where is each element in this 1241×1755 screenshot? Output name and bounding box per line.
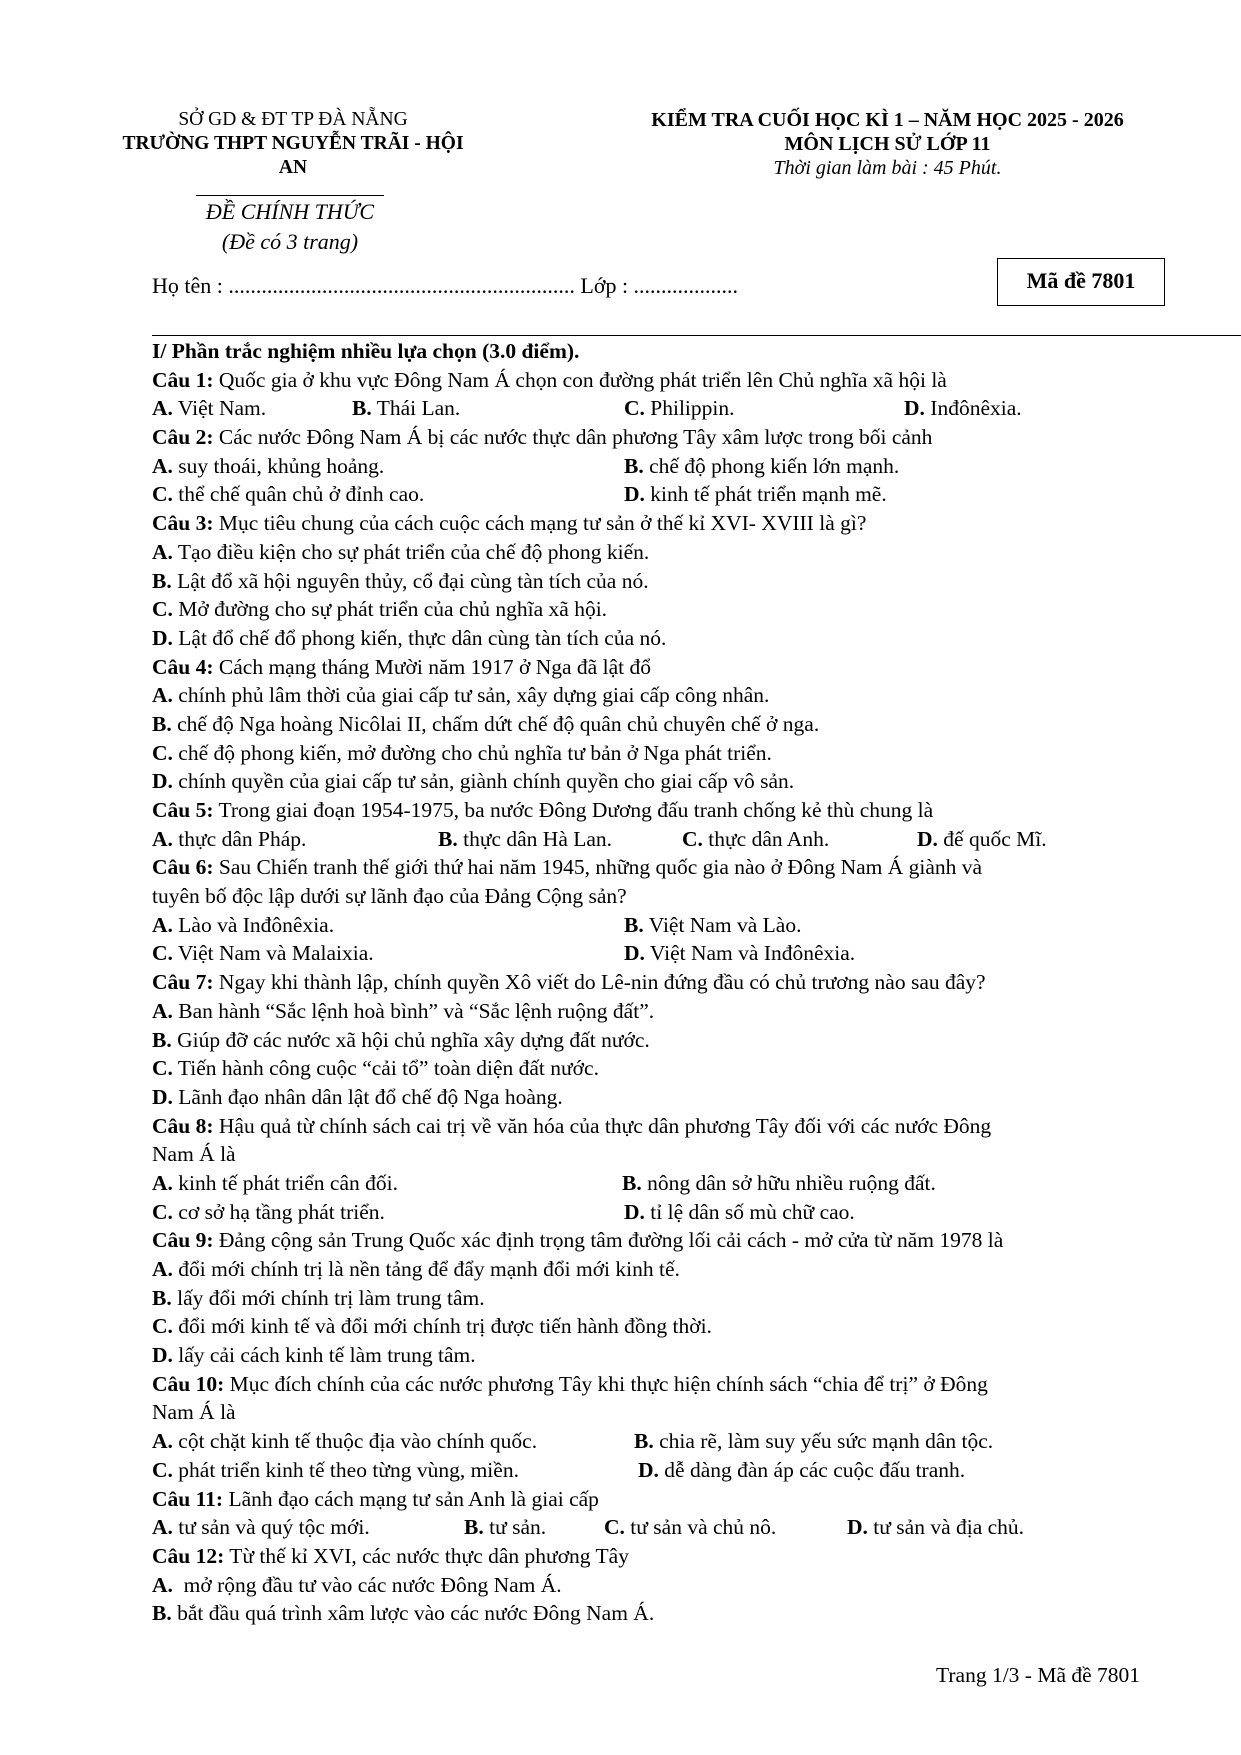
question-text-cont: tuyên bố độc lập dưới sự lãnh đạo của Đảng Cộng sản? <box>152 884 627 909</box>
exam-duration: Thời gian làm bài : 45 Phút. <box>773 157 1002 179</box>
option-d: D. tỉ lệ dân số mù chữ cao. <box>624 1199 855 1224</box>
question-label: Câu 4: <box>152 654 214 679</box>
option-b: B. Việt Nam và Lào. <box>624 912 802 937</box>
question-label: Câu 10: <box>152 1371 225 1396</box>
option-a: A. Tạo điều kiện cho sự phát triển của chế độ phong kiến. <box>152 539 650 564</box>
section-title: I/ Phần trắc nghiệm nhiều lựa chọn (3.0 điểm). <box>152 339 580 363</box>
question-text-cont: Nam Á là <box>152 1142 236 1167</box>
options-row <box>152 452 1162 481</box>
option-c: C. phát triển kinh tế theo từng vùng, miền. <box>152 1457 519 1482</box>
exam-content <box>152 337 1162 1628</box>
question-8 <box>152 1112 1162 1141</box>
option-b: B. bắt đầu quá trình xâm lược vào các nước Đông Nam Á. <box>152 1601 655 1626</box>
options-row <box>152 1427 1162 1456</box>
option-d: D. chính quyền của giai cấp tư sản, giành chính quyền cho giai cấp vô sản. <box>152 769 795 794</box>
option-b: B. Lật đổ xã hội nguyên thủy, cổ đại cùng tàn tích của nó. <box>152 568 649 593</box>
question-1 <box>152 366 1162 395</box>
question-text: Cách mạng tháng Mười năm 1917 ở Nga đã lật đổ <box>213 654 651 679</box>
option-d: D. đế quốc Mĩ. <box>917 826 1047 851</box>
option-d: D. Lật đổ chế đổ phong kiến, thực dân cùng tàn tích của nó. <box>152 625 667 650</box>
question-text: Ngay khi thành lập, chính quyền Xô viết do Lê-nin đứng đầu có chủ trương nào sau đây? <box>213 970 986 995</box>
options-row <box>152 1513 1162 1542</box>
option-a: A. cột chặt kinh tế thuộc địa vào chính quốc. <box>152 1429 538 1454</box>
option-c: C. thể chế quân chủ ở đỉnh cao. <box>152 482 425 507</box>
question-text: Đảng cộng sản Trung Quốc xác định trọng tâm đường lối cải cách - mở cửa từ năm 1978 là <box>213 1228 1004 1253</box>
option-b: B. nông dân sở hữu nhiều ruộng đất. <box>622 1170 936 1195</box>
question-text: Hậu quả từ chính sách cai trị về văn hóa của thực dân phương Tây đối với các nước Đông <box>213 1113 992 1138</box>
option-a: A. Việt Nam. <box>152 396 267 421</box>
options-row <box>152 394 1162 423</box>
option-d: D. kinh tế phát triển mạnh mẽ. <box>624 482 887 507</box>
options-row <box>152 825 1162 854</box>
question-10 <box>152 1370 1162 1399</box>
question-text: Các nước Đông Nam Á bị các nước thực dân phương Tây xâm lược trong bối cảnh <box>213 425 933 450</box>
question-text: Từ thế kỉ XVI, các nước thực dân phương Tây <box>224 1543 629 1568</box>
question-text: Lãnh đạo cách mạng tư sản Anh là giai cấp <box>223 1486 599 1511</box>
option-b: B. Thái Lan. <box>352 396 461 421</box>
option-d: D. lấy cải cách kinh tế làm trung tâm. <box>152 1343 476 1368</box>
question-text-cont: Nam Á là <box>152 1400 236 1425</box>
option-a: A. Ban hành “Sắc lệnh hoà bình” và “Sắc lệnh ruộng đất”. <box>152 998 655 1023</box>
question-label: Câu 8: <box>152 1113 214 1138</box>
question-2 <box>152 423 1162 452</box>
official-label: ĐỀ CHÍNH THỨC <box>205 199 375 224</box>
option-d: D. dễ dàng đàn áp các cuộc đấu tranh. <box>638 1457 966 1482</box>
page-footer: Trang 1/3 - Mã đề 7801 <box>936 1663 1141 1687</box>
option-c: C. đổi mới kinh tế và đổi mới chính trị được tiến hành đồng thời. <box>152 1314 712 1339</box>
header-left <box>118 108 468 180</box>
option-c: C. tư sản và chủ nô. <box>604 1515 777 1540</box>
question-3 <box>152 509 1162 538</box>
question-label: Câu 2: <box>152 425 214 450</box>
question-text: Sau Chiến tranh thế giới thứ hai năm 1945, những quốc gia nào ở Đông Nam Á giành và <box>213 855 983 880</box>
question-9 <box>152 1226 1162 1255</box>
section-divider <box>152 335 1241 336</box>
option-d: D. Việt Nam và Inđônêxia. <box>624 941 856 966</box>
option-b: B. thực dân Hà Lan. <box>438 826 613 851</box>
page-count-note: (Đề có 3 trang) <box>221 229 359 254</box>
subject-title: MÔN LỊCH SỬ LỚP 11 <box>784 133 991 155</box>
official-block <box>160 197 420 257</box>
student-name-line: Họ tên : ............................................................... Lớp : ................... <box>152 273 739 298</box>
question-label: Câu 7: <box>152 970 214 995</box>
options-row <box>152 1198 1162 1227</box>
question-text: Trong giai đoạn 1954-1975, ba nước Đông Dương đấu tranh chống kẻ thù chung là <box>213 798 934 822</box>
question-label: Câu 6: <box>152 855 214 880</box>
question-text: Mục tiêu chung của cách cuộc cách mạng tư sản ở thế kỉ XVI- XVIII là gì? <box>213 511 867 536</box>
question-label: Câu 3: <box>152 511 214 536</box>
question-label: Câu 9: <box>152 1228 214 1253</box>
option-c: C. thực dân Anh. <box>682 826 830 851</box>
header-right <box>605 108 1170 180</box>
question-7 <box>152 968 1162 997</box>
exam-code-box: Mã đề 7801 <box>997 258 1165 306</box>
option-d: D. Lãnh đạo nhân dân lật đổ chế độ Nga hoàng. <box>152 1084 563 1109</box>
options-row <box>152 911 1162 940</box>
question-4 <box>152 653 1162 682</box>
options-row <box>152 1456 1162 1485</box>
option-c: C. cơ sở hạ tầng phát triển. <box>152 1199 385 1224</box>
question-12 <box>152 1542 1162 1571</box>
options-row <box>152 1169 1162 1198</box>
option-d: D. Inđônêxia. <box>904 396 1022 421</box>
school-name: TRƯỜNG THPT NGUYỄN TRÃI - HỘI AN <box>122 133 464 178</box>
option-c: C. Philippin. <box>624 396 735 421</box>
option-a: A. Lào và Inđônêxia. <box>152 912 335 937</box>
option-c: C. chế độ phong kiến, mở đường cho chủ nghĩa tư bản ở Nga phát triển. <box>152 740 772 765</box>
question-6 <box>152 853 1162 882</box>
option-b: B. chế độ phong kiến lớn mạnh. <box>624 453 900 478</box>
question-5 <box>152 796 1162 825</box>
option-b: B. chia rẽ, làm suy yếu sức mạnh dân tộc. <box>634 1429 994 1454</box>
department-name: SỞ GD & ĐT TP ĐÀ NẴNG <box>178 109 408 130</box>
question-11 <box>152 1485 1162 1514</box>
exam-title: KIỂM TRA CUỐI HỌC KÌ 1 – NĂM HỌC 2025 - 2026 <box>651 109 1124 131</box>
option-a: A. mở rộng đầu tư vào các nước Đông Nam Á. <box>152 1572 562 1597</box>
option-a: A. đổi mới chính trị là nền tảng để đẩy mạnh đổi mới kinh tế. <box>152 1257 680 1281</box>
question-text: Mục đích chính của các nước phương Tây khi thực hiện chính sách “chia để trị” ở Đông <box>224 1371 988 1396</box>
option-b: B. Giúp đỡ các nước xã hội chủ nghĩa xây dựng đất nước. <box>152 1027 650 1052</box>
options-row <box>152 939 1162 968</box>
question-label: Câu 5: <box>152 798 214 822</box>
option-a: A. kinh tế phát triển cân đối. <box>152 1170 398 1195</box>
option-c: C. Việt Nam và Malaixia. <box>152 941 374 966</box>
option-c: C. Mở đường cho sự phát triển của chủ nghĩa xã hội. <box>152 597 608 622</box>
question-text: Quốc gia ở khu vực Đông Nam Á chọn con đường phát triển lên Chủ nghĩa xã hội là <box>213 367 947 392</box>
option-c: C. Tiến hành công cuộc “cải tổ” toàn diện đất nước. <box>152 1056 599 1081</box>
question-label: Câu 1: <box>152 367 214 392</box>
option-b: B. chế độ Nga hoàng Nicôlai II, chấm dứt chế độ quân chủ chuyên chế ở nga. <box>152 711 820 736</box>
option-d: D. tư sản và địa chủ. <box>847 1515 1025 1540</box>
question-label: Câu 12: <box>152 1543 225 1568</box>
option-a: A. suy thoái, khủng hoảng. <box>152 453 385 478</box>
option-b: B. tư sản. <box>464 1515 547 1540</box>
option-a: A. thực dân Pháp. <box>152 826 307 851</box>
option-a: A. chính phủ lâm thời của giai cấp tư sản, xây dựng giai cấp công nhân. <box>152 683 770 708</box>
options-row <box>152 480 1162 509</box>
header-divider <box>196 195 384 196</box>
question-label: Câu 11: <box>152 1486 224 1511</box>
option-a: A. tư sản và quý tộc mới. <box>152 1515 370 1540</box>
option-b: B. lấy đổi mới chính trị làm trung tâm. <box>152 1285 485 1310</box>
